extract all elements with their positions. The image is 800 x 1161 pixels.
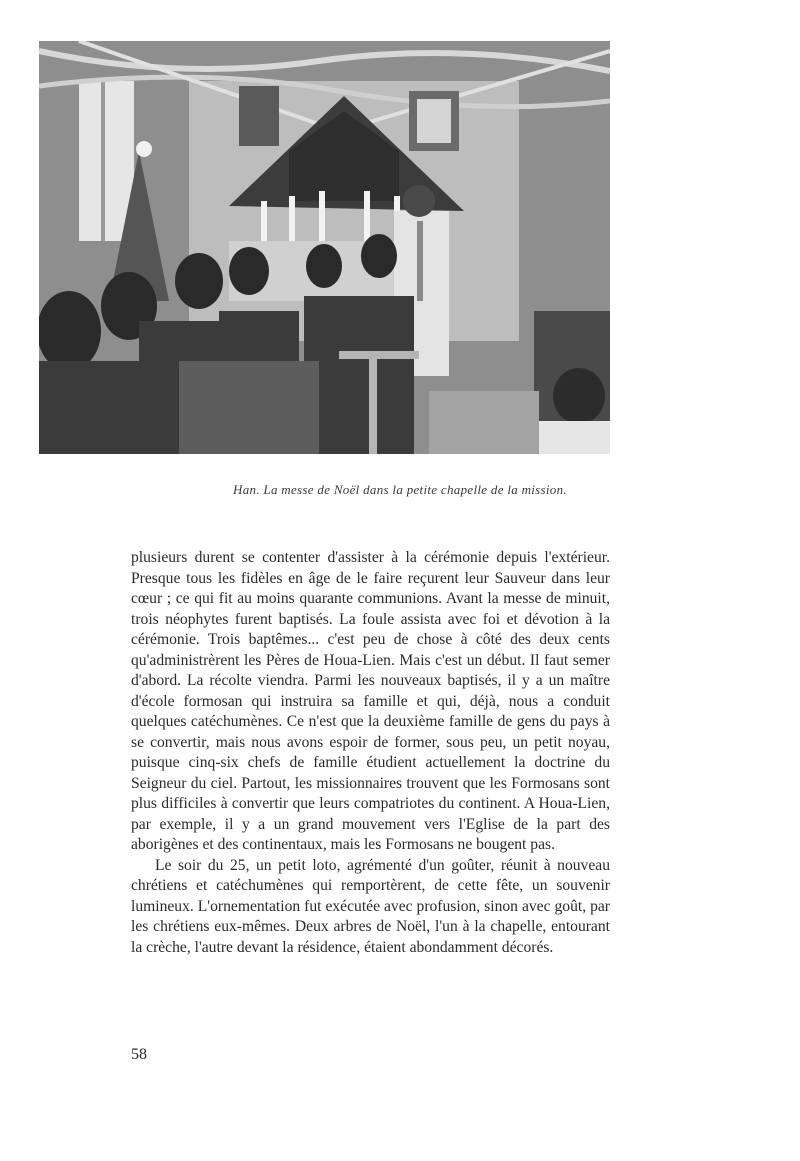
photo-caption: Han. La messe de Noël dans la petite chapelle de la mission.: [233, 482, 567, 497]
body-text: [131, 548, 610, 958]
chapel-photo: [39, 41, 610, 454]
paragraph-2: Le soir du 25, un petit loto, agrémenté d'un goûter, réunit à nouveau chrétiens et catéchumènes qui remportèrent, de cette fête, un souvenir lumineux. L'ornementation fut exécutée avec profusion, sinon avec goût, par les chrétiens eux-mêmes. Deux arbres de Noël, l'un à la chapelle, entourant la crèche, l'autre devant la résidence, étaient abondamment décorés.: [131, 856, 610, 956]
page-number: 58: [131, 1046, 147, 1063]
paragraph-1: plusieurs durent se contenter d'assister à la cérémonie depuis l'extérieur. Presque tous les fidèles en âge de le faire reçurent leur Sauveur dans leur cœur ; ce qui fit au moins quarante communions. Avant la messe de minuit, trois néophytes furent baptisés. La foule assista avec foi et dévotion à la cérémonie. Trois baptêmes... c'est peu de chose à côté des deux cents qu'administrèrent les Pères de Houa-Lien. Mais c'est un début. Il faut semer d'abord. La récolte viendra. Parmi les nouveaux baptisés, il y a un maître d'école formosan qui instruira sa famille et qui, déjà, nous a conduit quelques catéchumènes. Ce n'est que la deuxième famille de gens du pays à se convertir, mais nous avons espoir de former, sous peu, un petit noyau, puisque cinq-six chefs de famille étudient actuellement la doctrine du Seigneur du ciel. Partout, les missionnaires trouvent que les Formosans sont plus difficiles à convertir que leurs compatriotes du continent. A Houa-Lien, par exemple, il y a un grand mouvement vers l'Eglise de la part des aborigènes et des continentaux, mais les Formosans ne bougent pas.: [131, 549, 610, 853]
